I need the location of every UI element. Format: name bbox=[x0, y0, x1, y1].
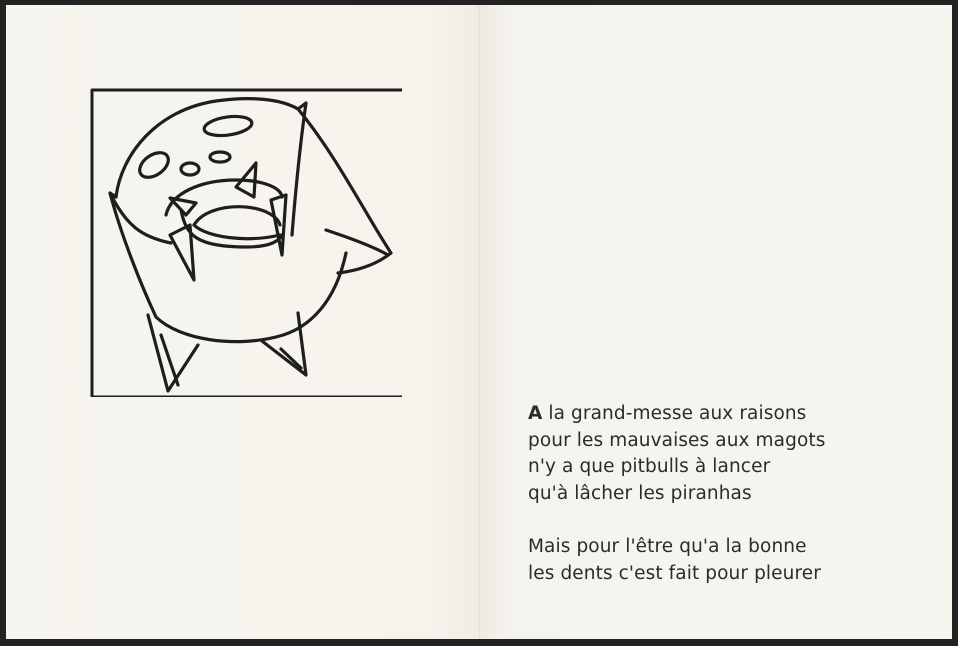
creature-head bbox=[116, 99, 306, 235]
left-page bbox=[6, 5, 480, 639]
poem-line: qu'à lâcher les piranhas bbox=[528, 482, 752, 504]
poem-text bbox=[528, 401, 948, 614]
poem-line: les dents c'est fait pour pleurer bbox=[528, 562, 821, 584]
poem-line: pour les mauvaises aux magots bbox=[528, 429, 826, 451]
page-spread bbox=[6, 5, 952, 639]
initial-letter: A bbox=[528, 403, 543, 424]
spiky-creature-icon bbox=[86, 85, 402, 397]
poem-line: A la grand-messe aux raisons bbox=[528, 403, 807, 424]
creature-body bbox=[110, 193, 346, 342]
illustration-frame bbox=[92, 90, 402, 397]
stanza-1 bbox=[528, 401, 948, 507]
stanza-2 bbox=[528, 534, 948, 587]
poem-line: Mais pour l'être qu'a la bonne bbox=[528, 536, 807, 557]
poem-line: n'y a que pitbulls à lancer bbox=[528, 456, 771, 477]
